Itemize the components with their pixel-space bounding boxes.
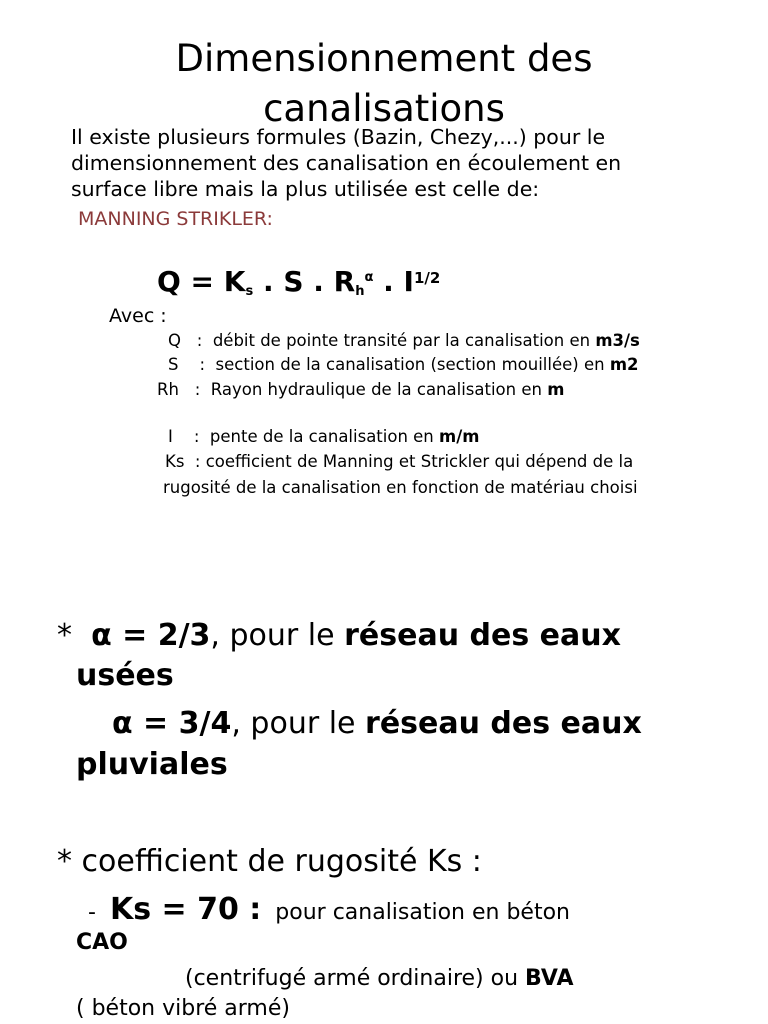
ks-70-line — [88, 890, 570, 933]
definition-ks — [165, 452, 633, 471]
def-separator: : — [193, 427, 200, 446]
cao-description — [185, 966, 573, 991]
ks-70-text: pour canalisation en béton — [275, 900, 570, 925]
def-separator: : — [194, 452, 201, 471]
alpha-stormwater-continued — [76, 745, 228, 785]
def-text: débit de pointe transité par la canalisation en — [212, 331, 591, 350]
def-symbol: Q — [168, 331, 181, 350]
bva-description: ( béton vibré armé) — [76, 996, 290, 1021]
formula-q-part: Q = K — [157, 265, 246, 298]
definition-ks-continued: rugosité de la canalisation en fonction de matériau choisi — [163, 478, 638, 497]
intro-line-3: surface libre mais la plus utilisée est celle de: — [71, 177, 540, 201]
formula-alpha-sup: α — [364, 270, 374, 285]
def-separator: : — [199, 355, 206, 374]
definition-i — [168, 427, 479, 446]
bva-label: BVA — [525, 966, 574, 991]
page-title — [0, 34, 768, 134]
formula-rh-sub: h — [355, 284, 365, 299]
intro-line-1: Il existe plusieurs formules (Bazin, Chezy,...) pour le — [71, 125, 606, 149]
alpha-stormwater-network: réseau des eaux — [365, 706, 642, 741]
formula-s-part: . S . R — [253, 265, 356, 298]
alpha-wastewater-continued — [76, 656, 174, 696]
alpha-stormwater-line — [112, 704, 642, 744]
def-text: Rayon hydraulique de la canalisation en — [210, 380, 542, 399]
alpha-wastewater-cont: usées — [76, 658, 174, 693]
def-unit: m3/s — [595, 331, 640, 350]
avec-label: Avec : — [109, 305, 167, 327]
def-separator: : — [196, 331, 203, 350]
ks-70-value: Ks = 70 : — [109, 892, 262, 927]
formula-i-part: . I — [373, 265, 414, 298]
def-text: section de la canalisation (section mouillée) en — [215, 355, 605, 374]
alpha-wastewater-line — [57, 616, 621, 656]
definition-q — [168, 331, 640, 350]
cao-label: CAO — [76, 930, 128, 955]
def-symbol: S — [168, 355, 179, 374]
def-symbol: Rh — [157, 380, 179, 399]
title-line-2: canalisations — [263, 87, 505, 130]
alpha-wastewater-mid: , pour le — [210, 618, 345, 653]
intro-line-2: dimensionnement des canalisation en écoulement en — [71, 151, 622, 175]
def-separator: : — [194, 380, 201, 399]
list-dash: - — [88, 900, 96, 925]
def-symbol: I — [168, 427, 173, 446]
definition-s — [168, 355, 639, 374]
manning-formula — [157, 265, 440, 299]
alpha-wastewater-network: réseau des eaux — [344, 618, 621, 653]
bullet-star: * — [57, 618, 72, 653]
def-text: coefficient de Manning et Strickler qui dépend de la — [205, 452, 634, 471]
alpha-wastewater-value: α = 2/3 — [91, 618, 211, 653]
alpha-stormwater-value: α = 3/4 — [112, 706, 232, 741]
formula-exponent: 1/2 — [413, 269, 441, 287]
def-text: pente de la canalisation en — [209, 427, 434, 446]
alpha-stormwater-mid: , pour le — [231, 706, 366, 741]
alpha-stormwater-cont: pluviales — [76, 747, 228, 782]
def-unit: m2 — [609, 355, 639, 374]
title-line-1: Dimensionnement des — [175, 37, 593, 80]
def-symbol: Ks — [165, 452, 185, 471]
intro-paragraph — [71, 124, 621, 202]
def-unit: m — [547, 380, 565, 399]
method-name: MANNING STRIKLER: — [78, 208, 273, 230]
def-unit: m/m — [439, 427, 480, 446]
definition-rh — [157, 380, 564, 399]
formula-ks-sub: s — [245, 284, 254, 299]
rugosity-heading: * coefficient de rugosité Ks : — [57, 844, 482, 879]
cao-paren-text: (centrifugé armé ordinaire) ou — [185, 966, 526, 991]
